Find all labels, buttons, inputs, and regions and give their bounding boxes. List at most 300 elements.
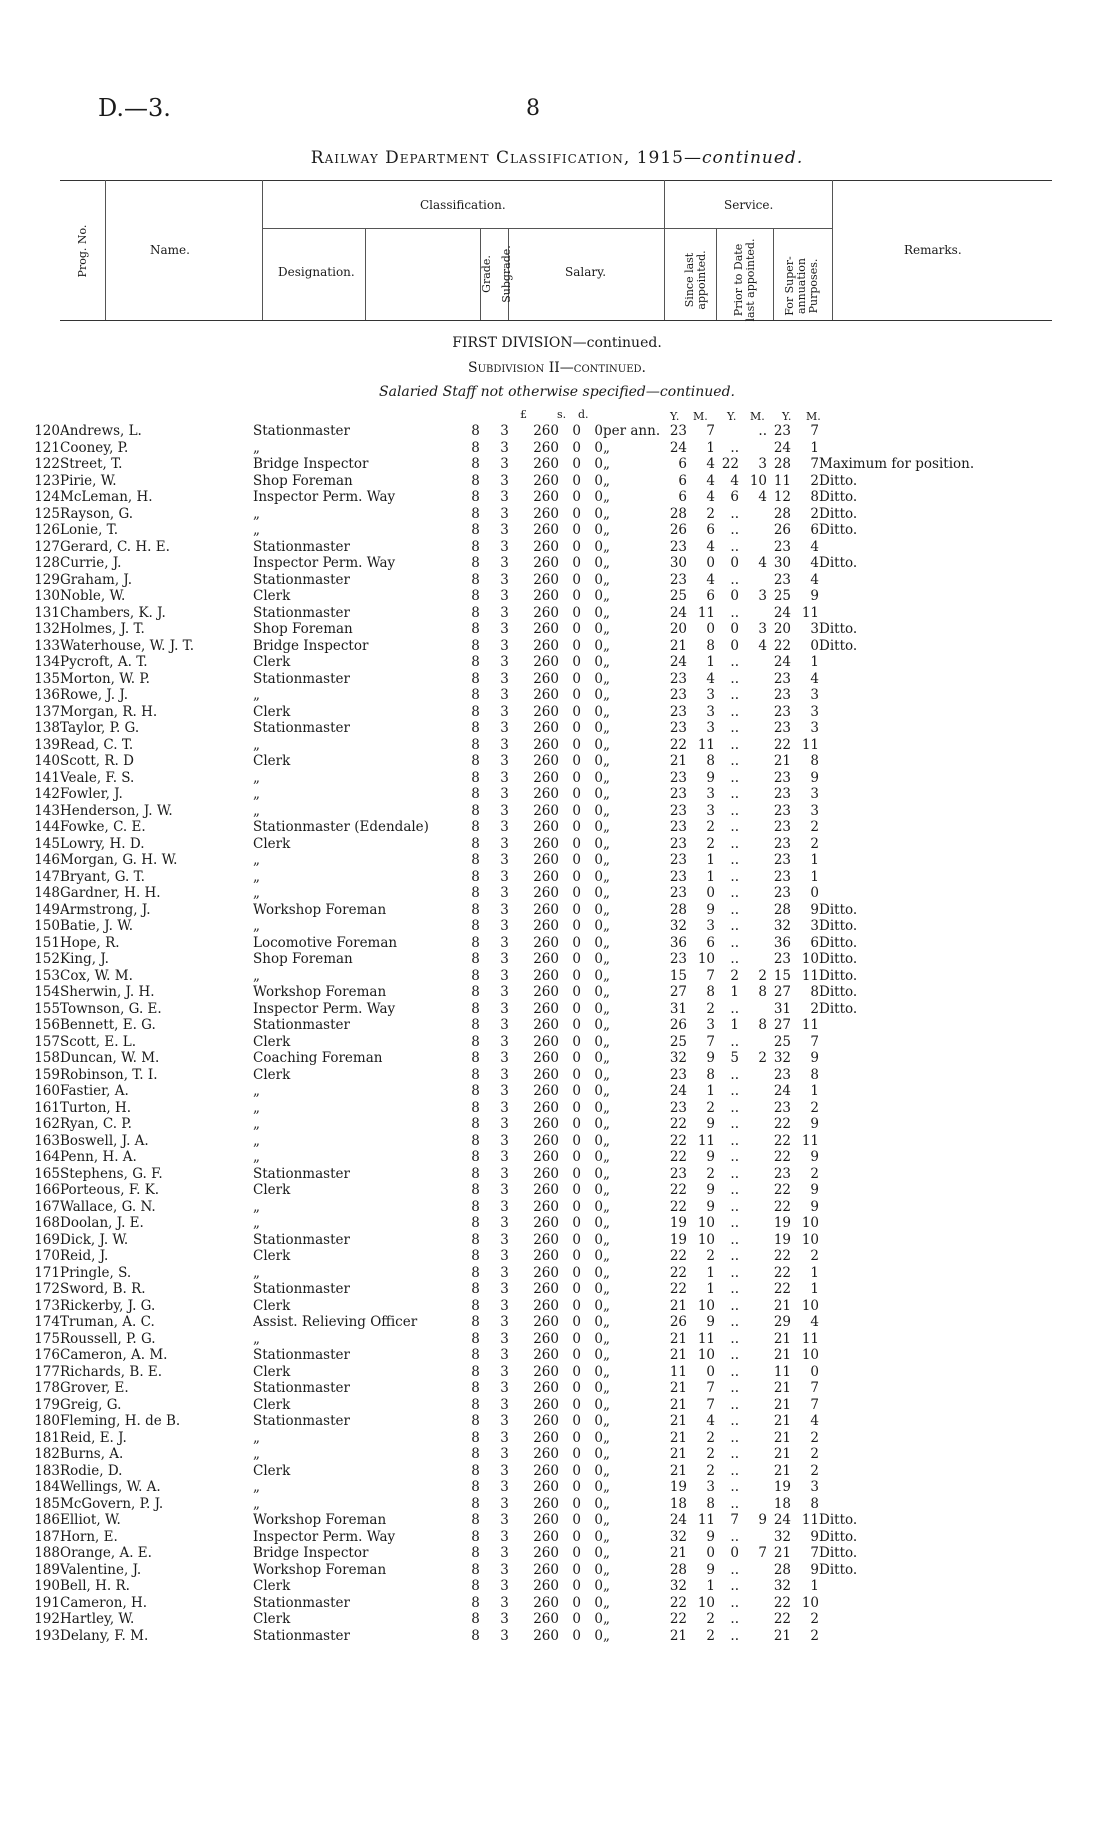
prog-no-cell: 137	[34, 703, 60, 720]
name-cell: Fowler, J.	[60, 786, 123, 802]
table-row	[0, 572, 1069, 589]
designation-cell: Clerk	[253, 654, 291, 670]
subgrade-cell: 3	[500, 852, 509, 868]
salary-period-cell: „	[603, 1033, 610, 1050]
designation-cell: „	[253, 505, 260, 522]
subgrade-cell: 3	[500, 1198, 509, 1215]
salary-shillings-cell: 0	[572, 1545, 581, 1561]
remarks-cell	[819, 588, 1069, 605]
table-row	[0, 819, 1069, 836]
since-last-years-cell: 23	[669, 670, 687, 687]
since-last-years-cell: 23	[669, 538, 687, 555]
superannuation-years-cell: 27	[773, 1017, 791, 1033]
grade-cell: 8	[471, 571, 480, 588]
since-last-months-cell: 2	[706, 1429, 715, 1446]
prior-years-cell: ..	[730, 1132, 739, 1149]
salary-pounds-cell: 260	[533, 918, 559, 934]
name-cell: Taylor, P. G.	[60, 720, 140, 736]
salary-period-cell: „	[603, 1132, 610, 1149]
prog-no-cell: 157	[34, 1033, 60, 1050]
grade-cell: 8	[471, 736, 480, 753]
salary-pence-cell: 0	[594, 1429, 603, 1446]
salary-pounds-cell: 260	[533, 934, 559, 951]
designation-cell: Stationmaster	[253, 423, 350, 439]
salary-pence-cell: 0	[594, 1545, 603, 1561]
subgrade-cell: 3	[500, 1017, 509, 1033]
since-last-months-cell: 9	[706, 1528, 715, 1545]
prior-years-cell: 6	[730, 489, 739, 505]
salary-shillings-cell: 0	[572, 1330, 581, 1347]
salary-pounds-cell: 260	[533, 1297, 559, 1314]
salary-shillings-cell: 0	[572, 984, 581, 1000]
salary-pounds-cell: 260	[533, 951, 559, 967]
remarks-cell	[819, 1364, 1069, 1381]
since-last-months-cell: 7	[706, 1033, 715, 1050]
prog-no-cell: 174	[34, 1314, 60, 1330]
superannuation-years-cell: 12	[773, 489, 791, 505]
prog-no-cell: 165	[34, 1165, 60, 1182]
remarks-cell	[819, 1611, 1069, 1628]
since-last-years-cell: 19	[669, 1479, 687, 1495]
superannuation-months-cell: 9	[810, 1050, 819, 1066]
grade-cell: 8	[471, 670, 480, 687]
prior-years-cell: ..	[730, 1561, 739, 1578]
since-last-months-cell: 8	[706, 753, 715, 769]
superannuation-months-cell: 2	[810, 472, 819, 489]
unit-year: Y.	[782, 410, 792, 423]
name-cell: Reid, E. J.	[60, 1429, 127, 1446]
name-cell: Gardner, H. H.	[60, 885, 161, 901]
salary-period-cell: „	[603, 670, 610, 687]
grade-cell: 8	[471, 1429, 480, 1446]
prior-years-cell: ..	[730, 1627, 739, 1644]
salary-period-cell: „	[603, 1248, 610, 1264]
subgrade-cell: 3	[500, 654, 509, 670]
since-last-months-cell: 2	[706, 1462, 715, 1479]
prior-months-cell	[739, 1265, 767, 1282]
unit-year: Y.	[670, 410, 680, 423]
col-subgrade: Subgrade.	[500, 245, 513, 303]
superannuation-months-cell: 1	[810, 654, 819, 670]
designation-cell: Clerk	[253, 1182, 291, 1198]
salary-pence-cell: 0	[594, 852, 603, 868]
superannuation-years-cell: 22	[773, 637, 791, 654]
prior-years-cell: ..	[730, 835, 739, 852]
salary-shillings-cell: 0	[572, 1413, 581, 1429]
salary-period-cell: „	[603, 1611, 610, 1627]
name-cell: Rodie, D.	[60, 1462, 123, 1479]
since-last-months-cell: 2	[706, 1000, 715, 1017]
designation-cell: „	[253, 1330, 260, 1347]
since-last-years-cell: 23	[669, 819, 687, 835]
salary-pounds-cell: 260	[533, 1578, 559, 1594]
prior-years-cell: ..	[730, 1000, 739, 1017]
prior-years-cell: ..	[730, 868, 739, 885]
col-service: Service.	[724, 198, 774, 212]
designation-cell: Inspector Perm. Way	[253, 555, 396, 571]
superannuation-years-cell: 21	[773, 1446, 791, 1462]
designation-cell: Stationmaster	[253, 1594, 350, 1611]
prior-months-cell	[739, 753, 767, 770]
grade-cell: 8	[471, 1512, 480, 1528]
prior-months-cell	[739, 1133, 767, 1150]
prog-no-cell: 184	[34, 1479, 60, 1495]
subdivision-heading: Subdivision II—continued.	[468, 360, 646, 376]
name-cell: Hope, R.	[60, 934, 120, 951]
name-cell: Penn, H. A.	[60, 1149, 137, 1165]
prior-years-cell: 5	[730, 1050, 739, 1066]
prog-no-cell: 169	[34, 1231, 60, 1248]
prog-no-cell: 152	[34, 951, 60, 967]
salary-shillings-cell: 0	[572, 703, 581, 720]
remarks-cell	[819, 1331, 1069, 1348]
prior-years-cell: ..	[730, 1347, 739, 1363]
table-row	[0, 687, 1069, 704]
superannuation-months-cell: 4	[810, 555, 819, 571]
since-last-months-cell: 9	[706, 1116, 715, 1132]
salary-pounds-cell: 260	[533, 1545, 559, 1561]
salary-pounds-cell: 260	[533, 1528, 559, 1545]
prog-no-cell: 160	[34, 1083, 60, 1099]
prog-no-cell: 158	[34, 1050, 60, 1066]
since-last-years-cell: 23	[669, 769, 687, 786]
prog-no-cell: 186	[34, 1512, 60, 1528]
grade-cell: 8	[471, 604, 480, 621]
grade-cell: 8	[471, 654, 480, 670]
salary-pounds-cell: 260	[533, 670, 559, 687]
prior-months-cell	[739, 869, 767, 886]
name-cell: Rayson, G.	[60, 505, 134, 522]
salary-period-cell: „	[603, 1413, 610, 1429]
remarks-cell	[819, 836, 1069, 853]
prior-months-cell: 9	[758, 1512, 767, 1528]
remarks-cell	[819, 1215, 1069, 1232]
table-row	[0, 654, 1069, 671]
salary-period-cell: „	[603, 505, 610, 522]
name-cell: Bryant, G. T.	[60, 868, 145, 885]
salary-shillings-cell: 0	[572, 1561, 581, 1578]
table-row	[0, 968, 1069, 985]
prog-no-cell: 170	[34, 1248, 60, 1264]
prior-months-cell	[739, 1578, 767, 1595]
prog-no-cell: 173	[34, 1297, 60, 1314]
remarks-cell	[819, 1248, 1069, 1265]
since-last-months-cell: 8	[706, 984, 715, 1000]
subgrade-cell: 3	[500, 687, 509, 703]
subgrade-cell: 3	[500, 1000, 509, 1017]
salary-period-cell: „	[603, 1198, 610, 1215]
table-row	[0, 836, 1069, 853]
since-last-years-cell: 21	[669, 1396, 687, 1413]
grade-cell: 8	[471, 538, 480, 555]
name-cell: Pringle, S.	[60, 1264, 132, 1281]
prior-years-cell: 0	[730, 621, 739, 637]
subgrade-cell: 3	[500, 1429, 509, 1446]
prior-months-cell: 2	[758, 1050, 767, 1066]
prog-no-cell: 127	[34, 538, 60, 555]
remarks-cell	[819, 654, 1069, 671]
prog-no-cell: 151	[34, 934, 60, 951]
prog-no-cell: 166	[34, 1182, 60, 1198]
superannuation-months-cell: 2	[810, 1429, 819, 1446]
superannuation-years-cell: 32	[773, 1578, 791, 1594]
subgrade-cell: 3	[500, 1182, 509, 1198]
subgrade-cell: 3	[500, 753, 509, 769]
salary-period-cell: „	[603, 1347, 610, 1363]
prior-months-cell	[739, 1446, 767, 1463]
since-last-months-cell: 10	[697, 1231, 715, 1248]
since-last-years-cell: 24	[669, 604, 687, 621]
table-row	[0, 1199, 1069, 1216]
prior-years-cell: ..	[730, 1165, 739, 1182]
name-cell: Wellings, W. A.	[60, 1479, 161, 1495]
prior-years-cell: ..	[730, 1066, 739, 1083]
prog-no-cell: 145	[34, 835, 60, 852]
name-cell: Hartley, W.	[60, 1611, 135, 1627]
table-row	[0, 1281, 1069, 1298]
salary-shillings-cell: 0	[572, 423, 581, 439]
designation-cell: „	[253, 1264, 260, 1281]
prior-years-cell: ..	[730, 1297, 739, 1314]
since-last-years-cell: 23	[669, 885, 687, 901]
designation-cell: Bridge Inspector	[253, 456, 369, 472]
salary-shillings-cell: 0	[572, 819, 581, 835]
name-cell: Ryan, C. P.	[60, 1116, 132, 1132]
salary-pounds-cell: 260	[533, 1083, 559, 1099]
salary-pence-cell: 0	[594, 1495, 603, 1512]
superannuation-years-cell: 21	[773, 1429, 791, 1446]
prog-no-cell: 121	[34, 439, 60, 456]
remarks-cell	[819, 1347, 1069, 1364]
salary-pence-cell: 0	[594, 621, 603, 637]
grade-cell: 8	[471, 1165, 480, 1182]
prior-months-cell	[739, 1331, 767, 1348]
grade-cell: 8	[471, 967, 480, 984]
col-prior-to: Prior to Date last appointed.	[732, 238, 757, 322]
grade-cell: 8	[471, 687, 480, 703]
since-last-years-cell: 22	[669, 1149, 687, 1165]
prior-months-cell	[739, 902, 767, 919]
salary-pounds-cell: 260	[533, 472, 559, 489]
table-row	[0, 1611, 1069, 1628]
salary-period-cell: „	[603, 472, 610, 489]
designation-cell: Clerk	[253, 835, 291, 852]
salary-pounds-cell: 260	[533, 1330, 559, 1347]
salary-pounds-cell: 260	[533, 1017, 559, 1033]
since-last-years-cell: 22	[669, 1611, 687, 1627]
salary-period-cell: „	[603, 571, 610, 588]
salary-period-cell: „	[603, 1512, 610, 1528]
since-last-years-cell: 21	[669, 1429, 687, 1446]
table-row	[0, 555, 1069, 572]
prior-months-cell	[739, 852, 767, 869]
since-last-months-cell: 3	[706, 786, 715, 802]
salary-period-cell: „	[603, 984, 610, 1000]
since-last-months-cell: 1	[706, 654, 715, 670]
salary-shillings-cell: 0	[572, 1198, 581, 1215]
subgrade-cell: 3	[500, 637, 509, 654]
since-last-years-cell: 23	[669, 802, 687, 819]
prior-years-cell: ..	[730, 571, 739, 588]
grade-cell: 8	[471, 720, 480, 736]
salary-pounds-cell: 260	[533, 753, 559, 769]
salary-period-cell: „	[603, 1330, 610, 1347]
grade-cell: 8	[471, 1050, 480, 1066]
prog-no-cell: 125	[34, 505, 60, 522]
salary-period-cell: „	[603, 687, 610, 703]
salary-pence-cell: 0	[594, 1396, 603, 1413]
superannuation-months-cell: 0	[810, 1363, 819, 1380]
salary-pounds-cell: 260	[533, 901, 559, 918]
salary-shillings-cell: 0	[572, 571, 581, 588]
superannuation-years-cell: 23	[773, 1066, 791, 1083]
name-cell: Bennett, E. G.	[60, 1017, 156, 1033]
designation-cell: Clerk	[253, 1248, 291, 1264]
since-last-years-cell: 21	[669, 1413, 687, 1429]
table-row	[0, 918, 1069, 935]
table-row	[0, 1116, 1069, 1133]
prog-no-cell: 179	[34, 1396, 60, 1413]
since-last-months-cell: 2	[706, 835, 715, 852]
designation-cell: „	[253, 1198, 260, 1215]
name-cell: Grover, E.	[60, 1380, 129, 1396]
remarks-cell: Ditto.	[819, 1561, 858, 1578]
prog-no-cell: 126	[34, 522, 60, 538]
since-last-months-cell: 0	[706, 885, 715, 901]
prior-months-cell	[739, 1397, 767, 1414]
salary-period-cell: „	[603, 967, 610, 984]
prog-no-cell: 133	[34, 637, 60, 654]
col-grade: Grade.	[480, 255, 493, 293]
prog-no-cell: 142	[34, 786, 60, 802]
grade-cell: 8	[471, 588, 480, 604]
salary-pence-cell: 0	[594, 538, 603, 555]
salary-period-cell: „	[603, 604, 610, 621]
table-row	[0, 1166, 1069, 1183]
salary-pence-cell: 0	[594, 901, 603, 918]
since-last-years-cell: 27	[669, 984, 687, 1000]
prog-no-cell: 141	[34, 769, 60, 786]
salary-period-cell: „	[603, 1561, 610, 1578]
name-cell: Roussell, P. G.	[60, 1330, 156, 1347]
prior-years-cell: 7	[730, 1512, 739, 1528]
subgrade-cell: 3	[500, 1446, 509, 1462]
superannuation-months-cell: 1	[810, 1264, 819, 1281]
superannuation-months-cell: 11	[801, 604, 819, 621]
superannuation-months-cell: 10	[801, 1215, 819, 1231]
name-cell: Reid, J.	[60, 1248, 109, 1264]
subgrade-cell: 3	[500, 835, 509, 852]
name-cell: Duncan, W. M.	[60, 1050, 160, 1066]
prog-no-cell: 183	[34, 1462, 60, 1479]
prog-no-cell: 164	[34, 1149, 60, 1165]
name-cell: Scott, E. L.	[60, 1033, 137, 1050]
grade-cell: 8	[471, 835, 480, 852]
subgrade-cell: 3	[500, 1297, 509, 1314]
prior-years-cell: ..	[730, 1264, 739, 1281]
subgrade-cell: 3	[500, 604, 509, 621]
prior-months-cell	[739, 803, 767, 820]
name-cell: Turton, H.	[60, 1099, 132, 1116]
designation-cell: Stationmaster (Edendale)	[253, 819, 429, 835]
since-last-years-cell: 23	[669, 1099, 687, 1116]
superannuation-years-cell: 21	[773, 753, 791, 769]
salary-pence-cell: 0	[594, 1000, 603, 1017]
grade-cell: 8	[471, 621, 480, 637]
salary-pence-cell: 0	[594, 588, 603, 604]
table-row	[0, 1463, 1069, 1480]
grade-cell: 8	[471, 1231, 480, 1248]
name-cell: Cooney, P.	[60, 439, 129, 456]
prog-no-cell: 167	[34, 1198, 60, 1215]
designation-cell: Inspector Perm. Way	[253, 1000, 396, 1017]
superannuation-months-cell: 11	[801, 967, 819, 984]
prior-months-cell	[739, 1083, 767, 1100]
superannuation-months-cell: 2	[810, 835, 819, 852]
table-row	[0, 1347, 1069, 1364]
superannuation-years-cell: 23	[773, 670, 791, 687]
prior-years-cell: ..	[730, 538, 739, 555]
since-last-months-cell: 2	[706, 1248, 715, 1264]
prior-months-cell	[739, 1034, 767, 1051]
salary-pounds-cell: 260	[533, 1396, 559, 1413]
grade-cell: 8	[471, 852, 480, 868]
superannuation-years-cell: 22	[773, 1182, 791, 1198]
table-row	[0, 786, 1069, 803]
prior-months-cell	[739, 1479, 767, 1496]
name-cell: Bell, H. R.	[60, 1578, 130, 1594]
salary-pence-cell: 0	[594, 505, 603, 522]
prior-months-cell	[739, 786, 767, 803]
prog-no-cell: 130	[34, 588, 60, 604]
remarks-cell	[819, 819, 1069, 836]
designation-cell: Clerk	[253, 1611, 291, 1627]
superannuation-months-cell: 10	[801, 1297, 819, 1314]
remarks-cell	[819, 1430, 1069, 1447]
table-row	[0, 440, 1069, 457]
staff-heading: Salaried Staff not otherwise specified—continued.	[379, 384, 735, 400]
prior-years-cell: ..	[730, 1429, 739, 1446]
since-last-months-cell: 1	[706, 1281, 715, 1297]
name-cell: Truman, A. C.	[60, 1314, 155, 1330]
name-cell: Morton, W. P.	[60, 670, 150, 687]
prior-years-cell: ..	[730, 1314, 739, 1330]
prior-months-cell	[739, 1298, 767, 1315]
superannuation-years-cell: 22	[773, 1281, 791, 1297]
prog-no-cell: 185	[34, 1495, 60, 1512]
grade-cell: 8	[471, 1479, 480, 1495]
salary-period-cell: „	[603, 1281, 610, 1297]
remarks-cell: Ditto.	[819, 918, 858, 934]
prior-years-cell: ..	[730, 670, 739, 687]
grade-cell: 8	[471, 1396, 480, 1413]
table-row	[0, 1331, 1069, 1348]
since-last-months-cell: 6	[706, 934, 715, 951]
since-last-years-cell: 22	[669, 736, 687, 753]
remarks-cell: Ditto.	[819, 621, 858, 637]
subgrade-cell: 3	[500, 1594, 509, 1611]
designation-cell: „	[253, 687, 260, 703]
since-last-months-cell: 7	[706, 423, 715, 439]
superannuation-months-cell: 9	[810, 1149, 819, 1165]
grade-cell: 8	[471, 819, 480, 835]
grade-cell: 8	[471, 439, 480, 456]
name-cell: Lowry, H. D.	[60, 835, 145, 852]
since-last-months-cell: 1	[706, 439, 715, 456]
designation-cell: „	[253, 918, 260, 934]
header-divider	[664, 180, 665, 320]
remarks-cell	[819, 1034, 1069, 1051]
